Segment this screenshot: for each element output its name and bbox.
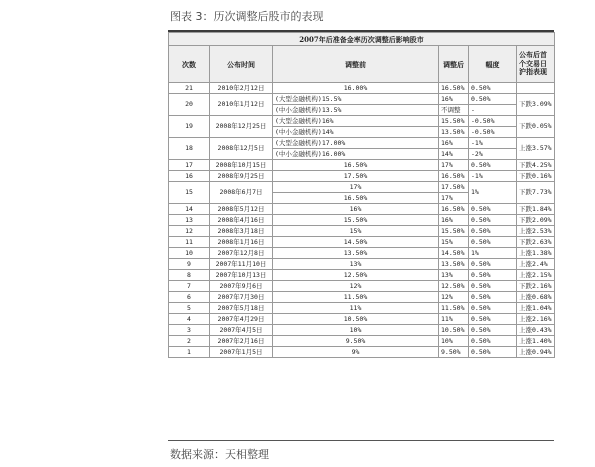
cell-date: 2008年12月5日 [210, 138, 273, 160]
header-market: 公布后首个交易日沪指表现 [517, 46, 555, 83]
cell-after: 16% [439, 94, 469, 105]
cell-before: 15.50% [273, 215, 439, 226]
cell-after: 9.50% [439, 347, 469, 358]
cell-date: 2008年9月25日 [210, 171, 273, 182]
cell-count: 16 [169, 171, 210, 182]
cell-delta: 0.50% [469, 226, 517, 237]
cell-count: 15 [169, 182, 210, 204]
table-row [169, 94, 555, 105]
cell-count: 18 [169, 138, 210, 160]
cell-after: 11% [439, 314, 469, 325]
cell-before: 10.50% [273, 314, 439, 325]
header-after: 调整后 [439, 46, 469, 83]
cell-market: 上涨0.94% [517, 347, 555, 358]
cell-delta: -0.50% [469, 127, 517, 138]
cell-date: 2007年5月18日 [210, 303, 273, 314]
cell-before: 16.00% [273, 83, 439, 94]
cell-date: 2007年1月5日 [210, 347, 273, 358]
cell-market: 下跌2.16% [517, 281, 555, 292]
cell-after: 不调整 [439, 105, 469, 116]
cell-market: 下跌0.16% [517, 171, 555, 182]
cell-date: 2008年10月15日 [210, 160, 273, 171]
cell-after: 16% [439, 215, 469, 226]
cell-date: 2007年11月10日 [210, 259, 273, 270]
cell-date: 2007年4月5日 [210, 325, 273, 336]
cell-count: 17 [169, 160, 210, 171]
cell-after: 13.50% [439, 259, 469, 270]
cell-delta: 0.50% [469, 292, 517, 303]
cell-before: 15% [273, 226, 439, 237]
cell-after: 14.50% [439, 248, 469, 259]
cell-before: (大型金融机构)15.5% [273, 94, 439, 105]
cell-after: 13.50% [439, 127, 469, 138]
cell-after: 16.50% [439, 204, 469, 215]
cell-date: 2007年4月29日 [210, 314, 273, 325]
cell-market: 上涨1.40% [517, 336, 555, 347]
cell-count: 10 [169, 248, 210, 259]
cell-market: 上涨2.15% [517, 270, 555, 281]
cell-before: 10% [273, 325, 439, 336]
cell-delta: 1% [469, 248, 517, 259]
cell-delta: -2% [469, 149, 517, 160]
cell-before: 16.50% [273, 160, 439, 171]
table-row [169, 138, 555, 149]
cell-date: 2007年7月30日 [210, 292, 273, 303]
cell-count: 6 [169, 292, 210, 303]
table-row [169, 303, 555, 314]
cell-delta: 0.50% [469, 270, 517, 281]
cell-before: (中小金融机构)16.00% [273, 149, 439, 160]
cell-delta: 0.50% [469, 281, 517, 292]
cell-before: 17.50% [273, 171, 439, 182]
cell-before: 12.50% [273, 270, 439, 281]
cell-delta: -0.50% [469, 116, 517, 127]
cell-after: 10.50% [439, 325, 469, 336]
cell-after: 16% [439, 138, 469, 149]
table-row [169, 336, 555, 347]
cell-count: 21 [169, 83, 210, 94]
figure-caption: 图表 3：历次调整后股市的表现 [170, 10, 324, 23]
cell-before: (大型金融机构)16% [273, 116, 439, 127]
cell-delta: 1% [469, 182, 517, 204]
cell-after: 14% [439, 149, 469, 160]
cell-before: 12% [273, 281, 439, 292]
cell-delta: 0.50% [469, 83, 517, 94]
cell-after: 16.50% [439, 83, 469, 94]
cell-before: 17% [273, 182, 439, 193]
cell-market: 下跌2.09% [517, 215, 555, 226]
cell-market: 下跌7.73% [517, 182, 555, 204]
table-row [169, 270, 555, 281]
cell-count: 14 [169, 204, 210, 215]
cell-market: 下跌0.05% [517, 116, 555, 138]
table-row [169, 182, 555, 193]
cell-delta: - [469, 105, 517, 116]
cell-delta: -1% [469, 138, 517, 149]
cell-market: 上涨0.43% [517, 325, 555, 336]
cell-date: 2010年2月12日 [210, 83, 273, 94]
table-row [169, 116, 555, 127]
cell-delta: 0.50% [469, 259, 517, 270]
table-row [169, 281, 555, 292]
cell-market: 上涨2.16% [517, 314, 555, 325]
cell-market [517, 83, 555, 94]
cell-delta: 0.50% [469, 215, 517, 226]
source-note: 数据来源：天相整理 [170, 448, 269, 461]
cell-delta: 0.50% [469, 303, 517, 314]
cell-market: 上涨0.68% [517, 292, 555, 303]
cell-before: 13% [273, 259, 439, 270]
table-row [169, 171, 555, 182]
table-row [169, 215, 555, 226]
table-row [169, 259, 555, 270]
cell-count: 4 [169, 314, 210, 325]
cell-before: 16% [273, 204, 439, 215]
cell-after: 11.50% [439, 303, 469, 314]
cell-count: 12 [169, 226, 210, 237]
cell-after: 10% [439, 336, 469, 347]
table-row [169, 204, 555, 215]
table-row [169, 325, 555, 336]
cell-before: 11.50% [273, 292, 439, 303]
table-body [169, 83, 555, 358]
cell-market: 下跌2.63% [517, 237, 555, 248]
cell-date: 2007年12月8日 [210, 248, 273, 259]
cell-delta: 0.50% [469, 94, 517, 105]
cell-date: 2008年5月12日 [210, 204, 273, 215]
cell-before: 9.50% [273, 336, 439, 347]
cell-market: 上涨1.38% [517, 248, 555, 259]
cell-delta: 0.50% [469, 237, 517, 248]
cell-market: 下跌1.84% [517, 204, 555, 215]
cell-after: 15.50% [439, 116, 469, 127]
cell-after: 15% [439, 237, 469, 248]
table-row [169, 226, 555, 237]
cell-delta: 0.50% [469, 325, 517, 336]
cell-after: 13% [439, 270, 469, 281]
cell-delta: 0.50% [469, 160, 517, 171]
cell-before: (中小金融机构)14% [273, 127, 439, 138]
cell-before: 11% [273, 303, 439, 314]
cell-market: 上涨2.4% [517, 259, 555, 270]
cell-market: 下跌4.25% [517, 160, 555, 171]
cell-date: 2008年12月25日 [210, 116, 273, 138]
cell-market: 下跌3.09% [517, 94, 555, 116]
cell-after: 17% [439, 160, 469, 171]
cell-market: 上涨3.57% [517, 138, 555, 160]
bottom-rule [168, 440, 554, 441]
cell-after: 17.50% [439, 182, 469, 193]
table-row [169, 83, 555, 94]
cell-count: 8 [169, 270, 210, 281]
cell-count: 5 [169, 303, 210, 314]
cell-date: 2010年1月12日 [210, 94, 273, 116]
cell-after: 16.50% [439, 171, 469, 182]
cell-date: 2007年2月16日 [210, 336, 273, 347]
cell-date: 2007年9月6日 [210, 281, 273, 292]
cell-delta: 0.50% [469, 347, 517, 358]
cell-after: 15.50% [439, 226, 469, 237]
header-date: 公布时间 [210, 46, 273, 83]
cell-delta: -1% [469, 171, 517, 182]
cell-date: 2007年10月13日 [210, 270, 273, 281]
cell-date: 2008年6月7日 [210, 182, 273, 204]
cell-before: (大型金融机构)17.00% [273, 138, 439, 149]
cell-date: 2008年4月16日 [210, 215, 273, 226]
cell-date: 2008年1月16日 [210, 237, 273, 248]
cell-delta: 0.50% [469, 204, 517, 215]
cell-before: 14.50% [273, 237, 439, 248]
cell-date: 2008年3月18日 [210, 226, 273, 237]
cell-after: 12.50% [439, 281, 469, 292]
header-delta: 幅度 [469, 46, 517, 83]
cell-count: 20 [169, 94, 210, 116]
cell-delta: 0.50% [469, 336, 517, 347]
table-row [169, 160, 555, 171]
cell-count: 7 [169, 281, 210, 292]
cell-before: 16.50% [273, 193, 439, 204]
table-title: 2007年后准备金率历次调整后影响股市 [169, 33, 555, 46]
cell-count: 1 [169, 347, 210, 358]
cell-before: 9% [273, 347, 439, 358]
cell-count: 9 [169, 259, 210, 270]
cell-count: 13 [169, 215, 210, 226]
table-row [169, 237, 555, 248]
cell-market: 上涨1.04% [517, 303, 555, 314]
cell-before: 13.50% [273, 248, 439, 259]
cell-after: 12% [439, 292, 469, 303]
header-before: 调整前 [273, 46, 439, 83]
cell-count: 19 [169, 116, 210, 138]
reserve-ratio-table [168, 32, 555, 358]
table-row [169, 314, 555, 325]
table-row [169, 347, 555, 358]
cell-count: 3 [169, 325, 210, 336]
table-row [169, 248, 555, 259]
cell-count: 11 [169, 237, 210, 248]
table-row [169, 292, 555, 303]
cell-delta: 0.50% [469, 314, 517, 325]
cell-after: 17% [439, 193, 469, 204]
header-count: 次数 [169, 46, 210, 83]
cell-before: (中小金融机构)13.5% [273, 105, 439, 116]
cell-market: 上涨2.53% [517, 226, 555, 237]
cell-count: 2 [169, 336, 210, 347]
